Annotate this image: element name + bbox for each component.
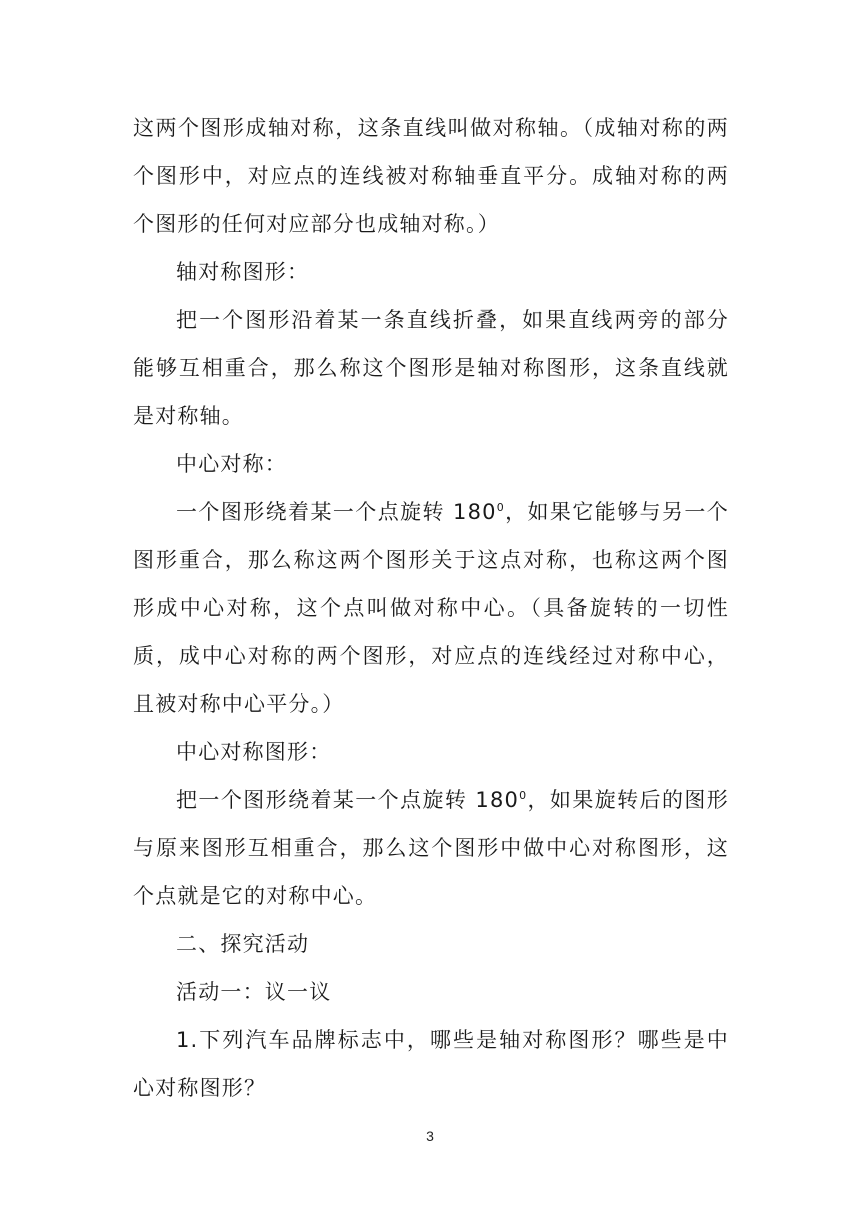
document-body xyxy=(133,104,729,1112)
degree-superscript: 0 xyxy=(519,789,528,802)
heading-activity-one: 活动一：议一议 xyxy=(176,980,332,1004)
degree-superscript: 0 xyxy=(496,501,505,514)
paragraph-central-symmetry xyxy=(133,488,729,728)
paragraph-central-symmetry-part2: ，如果它能够与另一个图形重合，那么称这两个图形关于这点对称，也称这两个图形成中心对称，这个点叫做对称中心。（具备旋转的一切性质，成中心对称的两个图形，对应点的连线经过对称中心，且被对称中心平分。） xyxy=(133,500,729,716)
paragraph-central-symmetry-part1: 一个图形绕着某一个点旋转 180 xyxy=(176,500,497,524)
heading-axisymmetric-figure: 轴对称图形： xyxy=(176,260,310,284)
page-number: 3 xyxy=(426,1128,434,1144)
paragraph-centrosymmetric-part2: ，如果旋转后的图形与原来图形互相重合，那么这个图形中做中心对称图形，这个点就是它的对称中心。 xyxy=(133,788,729,908)
heading-centrosymmetric-figure: 中心对称图形： xyxy=(176,740,332,764)
paragraph-axial-symmetry-definition: 这两个图形成轴对称，这条直线叫做对称轴。（成轴对称的两个图形中，对应点的连线被对称轴垂直平分。成轴对称的两个图形的任何对应部分也成轴对称。） xyxy=(133,116,729,236)
heading-central-symmetry: 中心对称： xyxy=(176,452,287,476)
paragraph-axisymmetric-figure: 把一个图形沿着某一条直线折叠，如果直线两旁的部分能够互相重合，那么称这个图形是轴对称图形，这条直线就是对称轴。 xyxy=(133,308,729,428)
paragraph-question-car-logos: 1.下列汽车品牌标志中，哪些是轴对称图形？哪些是中心对称图形？ xyxy=(133,1028,729,1100)
heading-exploration-activities: 二、探究活动 xyxy=(176,932,310,956)
paragraph-centrosymmetric-part1: 把一个图形绕着某一个点旋转 180 xyxy=(176,788,520,812)
paragraph-centrosymmetric-figure xyxy=(133,776,729,920)
